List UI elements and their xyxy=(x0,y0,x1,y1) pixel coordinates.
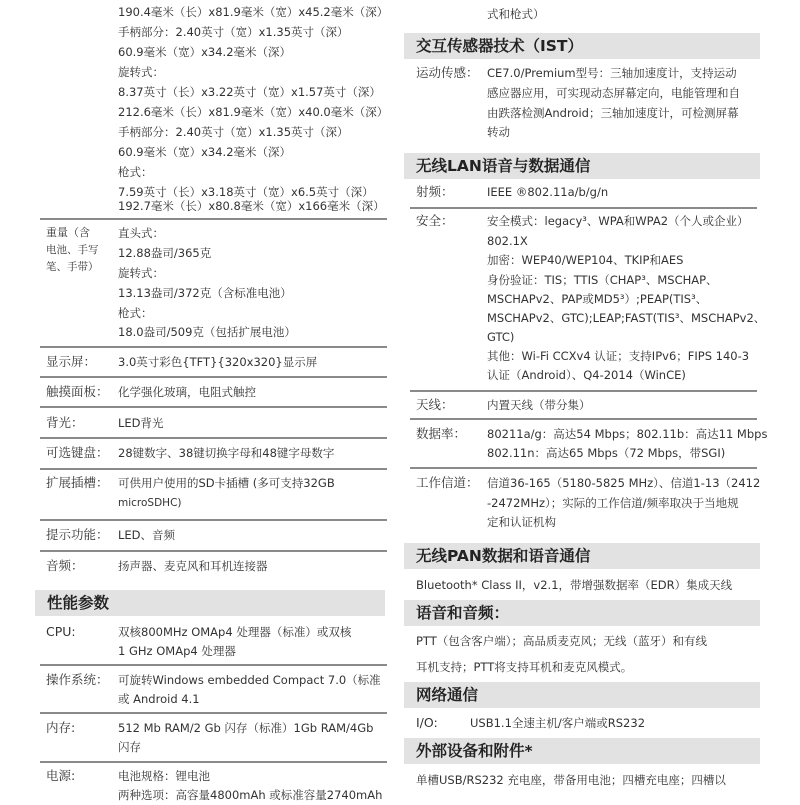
expansion-label: 扩展插槽： xyxy=(46,475,109,490)
text-line: 18.0盎司/509克（包括扩展电池） xyxy=(118,325,296,339)
text-line: 旋转式： xyxy=(118,65,164,79)
text-line: 加密：WEP40/WEP104、TKIP和AES xyxy=(487,253,684,267)
text-line: 两种选项：高容量4800mAh 或标准容量2740mAh xyxy=(118,788,383,802)
text-line: 13.13盎司/372克（含标准电池） xyxy=(118,286,292,300)
text-line: 212.6毫米（长）x81.9毫米（宽）x40.0毫米（深） xyxy=(118,105,389,119)
text-line: 或 Android 4.1 xyxy=(118,692,200,706)
divider xyxy=(410,207,757,209)
alert-label: 提示功能： xyxy=(46,527,109,542)
motion-label: 运动传感： xyxy=(416,65,479,80)
text-line: 可旋转Windows embedded Compact 7.0（标准 xyxy=(118,673,381,687)
text-line: 7.59英寸（长）x3.18英寸（宽）x6.5英寸（深） xyxy=(118,185,374,199)
text-line: 12.88盎司/365克 xyxy=(118,246,212,260)
os-label: 操作系统： xyxy=(46,672,109,687)
text-line: 8.37英寸（长）x3.22英寸（宽）x1.57英寸（深） xyxy=(118,85,381,99)
text-line: GTC) xyxy=(487,330,515,344)
datarate-label: 数据率： xyxy=(416,426,467,441)
backlight-value: LED背光 xyxy=(118,416,164,430)
text-line: CE7.0/Premium型号：三轴加速度计，支持运动 xyxy=(487,66,737,80)
text-line: 手柄部分：2.40英寸（宽）x1.35英寸（深） xyxy=(118,125,349,139)
text-line: 单槽USB/RS232 充电座，带备用电池；四槽充电座；四槽以 xyxy=(416,773,726,787)
divider xyxy=(40,761,387,763)
divider xyxy=(40,376,387,378)
memory-label: 内存: xyxy=(46,720,76,735)
text-line: 60.9毫米（宽）x34.2毫米（深） xyxy=(118,145,292,159)
text-line: 可供用户使用的SD卡插槽 (多可支持32GB xyxy=(118,476,335,490)
radio-value: IEEE ®802.11a/b/g/n xyxy=(487,185,609,199)
section-header-performance: 性能参数 xyxy=(35,590,385,616)
text-line: 其他：Wi-Fi CCXv4 认证；支持IPv6；FIPS 140-3 xyxy=(487,349,750,363)
audio-value: 扬声器、麦克风和耳机连接器 xyxy=(118,559,268,573)
row-label xyxy=(46,257,99,277)
antenna-value: 内置天线（带分集） xyxy=(487,398,591,412)
label-line: 笔、手带） xyxy=(46,261,99,273)
divider xyxy=(40,664,387,666)
io-value: USB1.1全速主机/客户端或RS232 xyxy=(470,716,646,730)
divider xyxy=(40,712,387,714)
keyboard-label: 可选键盘： xyxy=(46,445,109,460)
text-line: 信道36-165（5180-5825 MHz）、信道1-13（2412 xyxy=(487,476,761,490)
text-line: 双核800MHz OMAp4 处理器（标准）或双核 xyxy=(118,625,352,639)
cpu-label: CPU: xyxy=(46,624,76,639)
text-line: 由跌落检测Android；三轴加速度计，可检测屏幕 xyxy=(487,106,739,120)
section-header-voice: 语音和音频： xyxy=(404,600,760,626)
divider xyxy=(410,418,757,420)
text-line: 802.11n：高达65 Mbps（72 Mbps，带SGI) xyxy=(487,446,726,460)
divider xyxy=(40,550,387,552)
radio-label: 射频： xyxy=(416,184,454,199)
text-line: microSDHC) xyxy=(118,497,182,509)
text-line: MSCHAPv2、PAP或MD5³）;PEAP(TIS³、 xyxy=(487,292,708,306)
label-line: 重量（含 xyxy=(46,226,90,239)
antenna-label: 天线： xyxy=(416,397,454,412)
display-value: 3.0英寸彩色{TFT}{320x320}显示屏 xyxy=(118,355,318,369)
text-line: -2472MHz）；实际的工作信道/频率取决于当地规 xyxy=(487,496,739,510)
divider xyxy=(410,390,757,392)
label-line: 电池、手写 xyxy=(46,244,99,256)
text-line: 转动 xyxy=(487,125,510,139)
text-line: PTT（包含客户端）；高品质麦克风；无线（蓝牙）和有线 xyxy=(416,634,708,648)
audio-label: 音频： xyxy=(46,558,84,573)
section-header-wlan: 无线LAN语音与数据通信 xyxy=(404,153,760,179)
text-line: 认证（Android）、Q4-2014（WinCE) xyxy=(487,368,686,382)
text-line: 耳机支持；PTT将支持耳机和麦克风模式。 xyxy=(416,660,633,674)
section-header-peripherals: 外部设备和附件* xyxy=(404,738,760,764)
display-label: 显示屏： xyxy=(46,354,97,369)
text-line: 802.1X xyxy=(487,234,528,248)
divider xyxy=(410,467,757,469)
text-line: 安全模式：legacy³、WPA和WPA2（个人或企业） xyxy=(487,214,749,228)
text-line: 枪式： xyxy=(118,306,153,320)
section-header-pan: 无线PAN数据和语音通信 xyxy=(404,543,760,569)
text-line: 感应器应用，可实现动态屏幕定向，电能管理和自 xyxy=(487,86,740,100)
text-line: MSCHAPv2、GTC);LEAP;FAST(TIS³、MSCHAPv2、 xyxy=(487,311,766,325)
power-label: 电源: xyxy=(46,768,76,783)
divider xyxy=(40,437,387,439)
keyboard-value: 28键数字、38键切换字母和48键字母数字 xyxy=(118,446,335,460)
text-line: 190.4毫米（长）x81.9毫米（宽）x45.2毫米（深） xyxy=(118,5,389,19)
channels-label: 工作信道： xyxy=(416,475,479,490)
text-line: 192.7毫米（长）x80.8毫米（宽）x166毫米（深） xyxy=(118,199,385,213)
section-header-ist: 交互传感器技术（IST） xyxy=(404,33,760,59)
io-label: I/O: xyxy=(416,715,438,730)
touch-value: 化学强化玻璃，电阻式触控 xyxy=(118,385,256,399)
text-line: 60.9毫米（宽）x34.2毫米（深） xyxy=(118,45,292,59)
security-label: 安全： xyxy=(416,213,454,228)
backlight-label: 背光： xyxy=(46,415,84,430)
text-line: 式和枪式） xyxy=(487,7,545,21)
divider xyxy=(40,468,387,470)
bluetooth-value: Bluetooth* Class II，v2.1，带增强数据率（EDR）集成天线 xyxy=(416,578,733,592)
text-line: 手柄部分：2.40英寸（宽）x1.35英寸（深） xyxy=(118,25,349,39)
touch-label: 触摸面板： xyxy=(46,384,109,399)
section-header-network: 网络通信 xyxy=(404,682,760,708)
text-line: 旋转式： xyxy=(118,266,164,280)
divider xyxy=(40,519,387,521)
divider xyxy=(40,218,387,220)
text-line: 定和认证机构 xyxy=(487,515,556,529)
text-line: 闪存 xyxy=(118,740,141,754)
text-line: 电池规格：锂电池 xyxy=(118,769,210,783)
text-line: 身份验证：TIS；TTIS（CHAP³、MSCHAP、 xyxy=(487,273,718,287)
divider xyxy=(40,406,387,408)
divider xyxy=(40,346,387,348)
text-line: 512 Mb RAM/2 Gb 闪存（标准）1Gb RAM/4Gb xyxy=(118,721,374,735)
text-line: 80211a/g：高达54 Mbps；802.11b：高达11 Mbps xyxy=(487,427,768,441)
text-line: 枪式： xyxy=(118,165,153,179)
alert-value: LED、音频 xyxy=(118,528,176,542)
text-line: 直头式： xyxy=(118,226,164,240)
text-line: 1 GHz OMAp4 处理器 xyxy=(118,644,236,658)
